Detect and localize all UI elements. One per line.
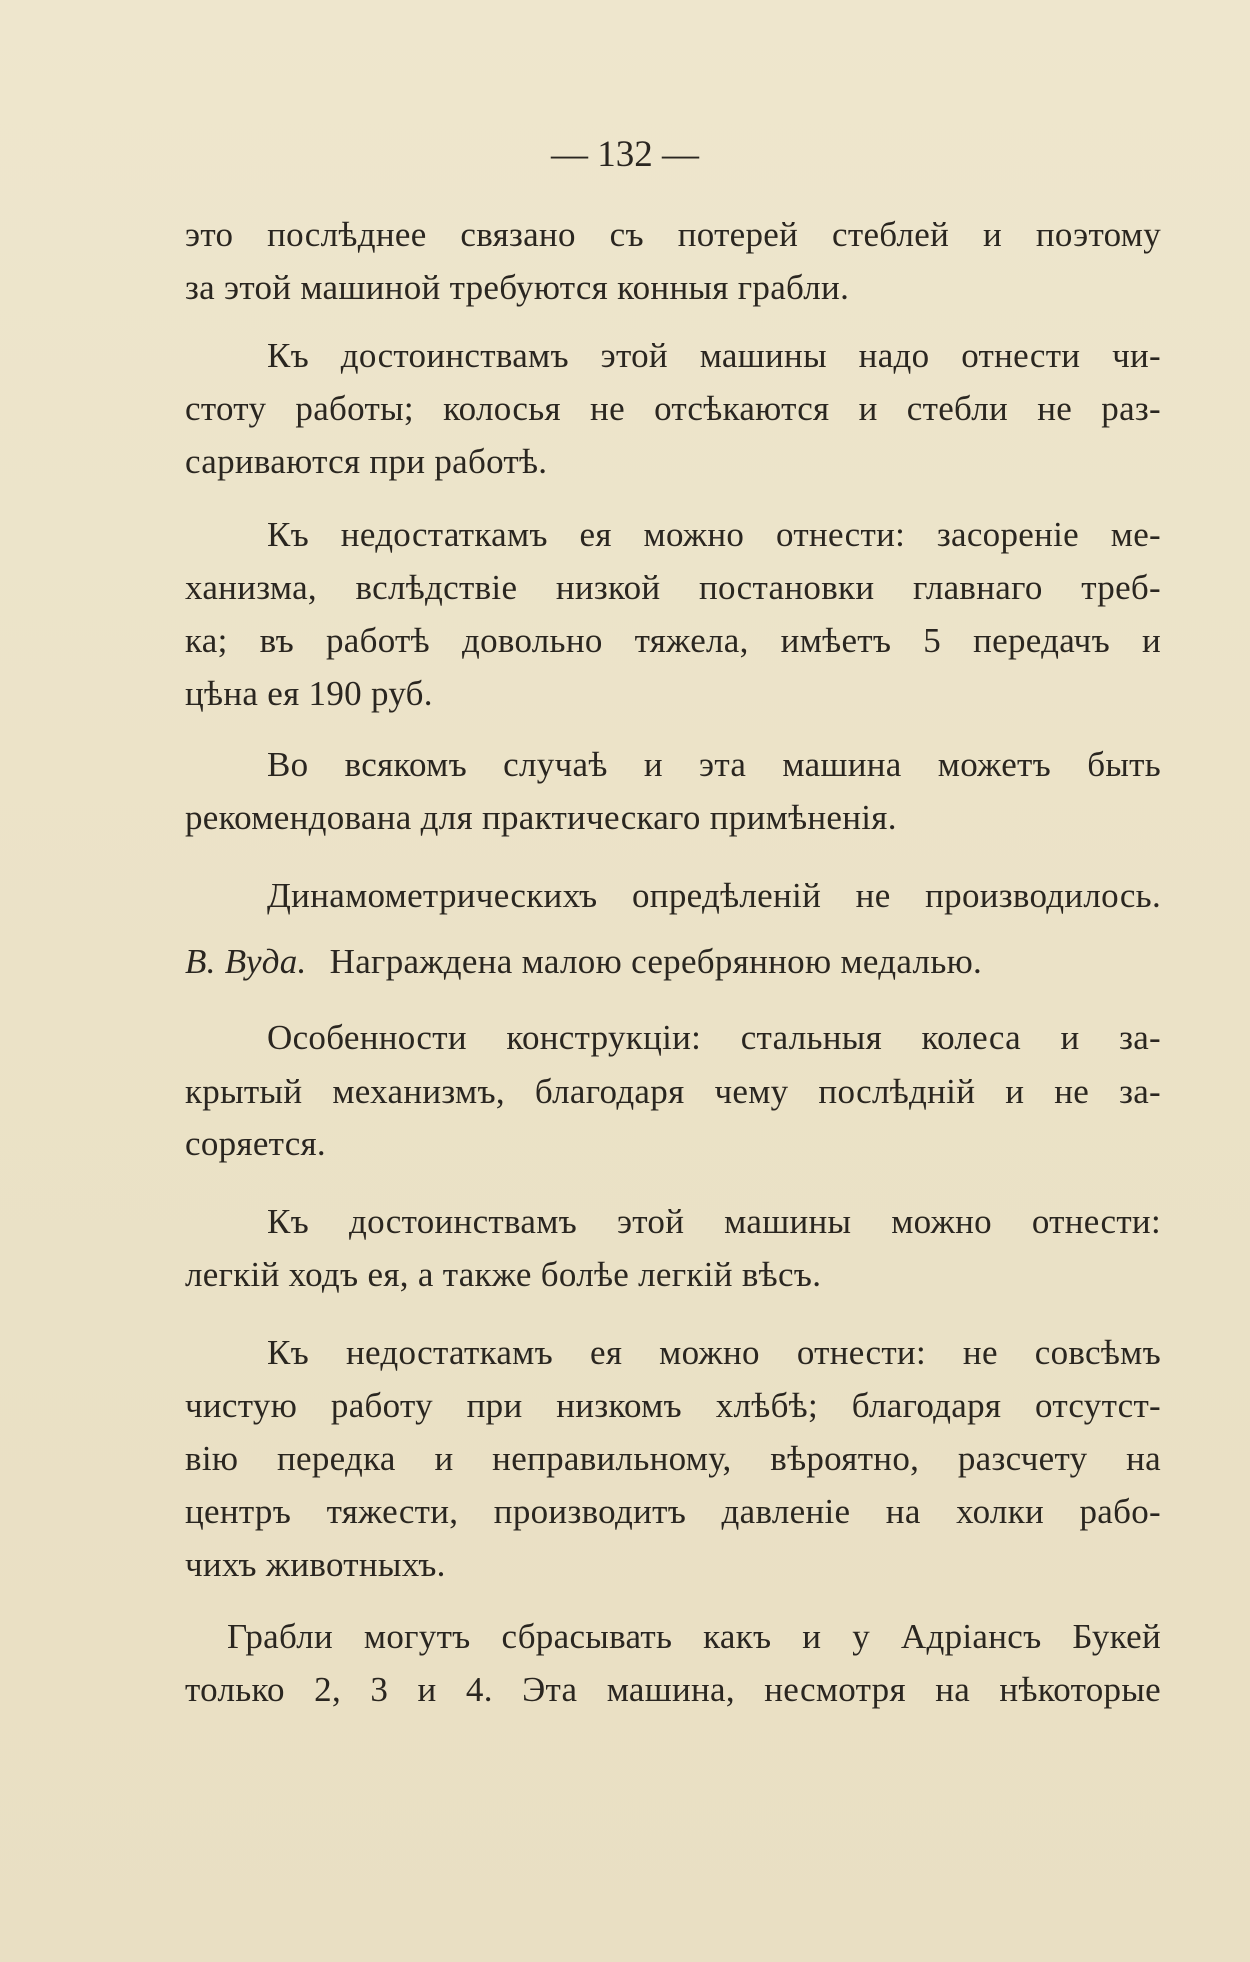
text-line: Къ достоинствамъ этой машины можно отнести:: [267, 1202, 1161, 1241]
text-line: чихъ животныхъ.: [185, 1545, 446, 1584]
text-line: легкій ходъ ея, а также болѣе легкій вѣсъ.: [185, 1255, 822, 1294]
text-line: Къ достоинствамъ этой машины надо отнести чи-: [267, 336, 1161, 375]
text-line: Во всякомъ случаѣ и эта машина можетъ быть: [267, 745, 1161, 784]
text-line: соряется.: [185, 1124, 326, 1163]
text-line: Къ недостаткамъ ея можно отнести: не совсѣмъ: [267, 1333, 1161, 1372]
text-line: за этой машиной требуются конныя грабли.: [185, 268, 850, 307]
text-line: это послѣднее связано съ потерей стеблей и поэтому: [185, 215, 1161, 254]
text-line: крытый механизмъ, благодаря чему послѣдній и не за-: [185, 1072, 1161, 1111]
text-line: Къ недостаткамъ ея можно отнести: засореніе ме-: [267, 515, 1161, 554]
text-line: Особенности конструкціи: стальныя колеса и за-: [267, 1018, 1161, 1057]
page-number: — 132 —: [551, 134, 699, 175]
text-line: цѣна ея 190 руб.: [185, 674, 433, 713]
text-line: центръ тяжести, производитъ давленіе на холки рабо-: [185, 1492, 1161, 1531]
text-line: ханизма, вслѣдствіе низкой постановки главнаго треб-: [185, 568, 1161, 607]
text-line: только 2, 3 и 4. Эта машина, несмотря на нѣкоторые: [185, 1670, 1161, 1709]
award-text: Награждена малою серебрянною медалью.: [329, 942, 983, 981]
manufacturer-name: В. Вуда.: [185, 942, 307, 981]
text-line: сариваются при работѣ.: [185, 442, 548, 481]
text-line: чистую работу при низкомъ хлѣбѣ; благодаря отсутст-: [185, 1386, 1161, 1425]
text-line: стоту работы; колосья не отсѣкаются и стебли не раз-: [185, 389, 1161, 428]
text-line: вію передка и неправильному, вѣроятно, разсчету на: [185, 1439, 1161, 1478]
manufacturer-line: [185, 937, 1161, 987]
text-line: рекомендована для практическаго примѣненія.: [185, 798, 897, 837]
text-line: Динамометрическихъ опредѣленій не производилось.: [267, 876, 1161, 915]
text-line: ка; въ работѣ довольно тяжела, имѣетъ 5 передачъ и: [185, 621, 1161, 660]
text-line: Грабли могутъ сбрасывать какъ и у Адріансъ Букей: [227, 1617, 1161, 1656]
